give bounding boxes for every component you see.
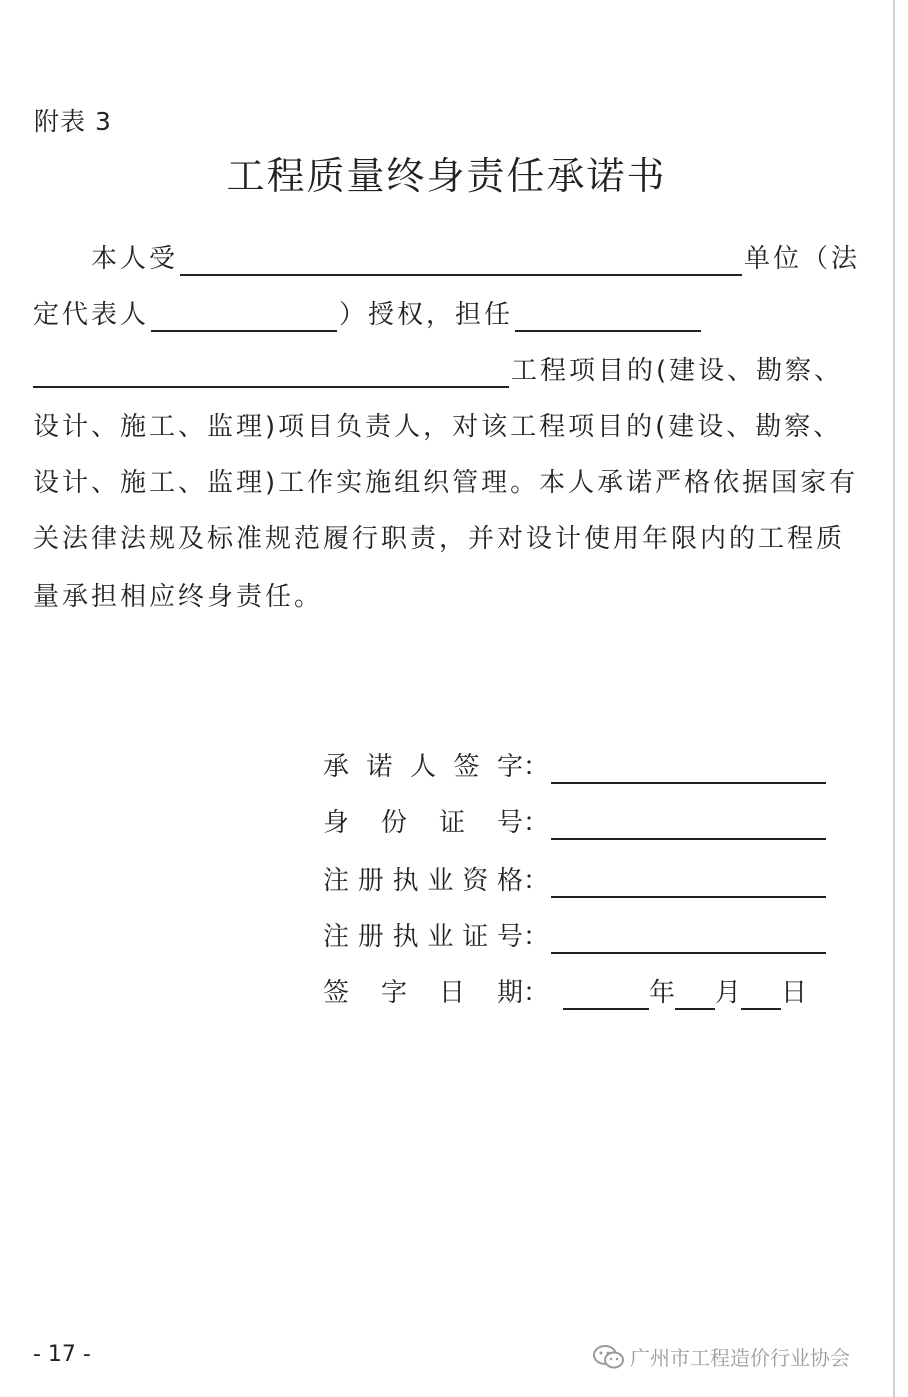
body-line-6 [33, 522, 845, 556]
body-line-3 [33, 354, 843, 388]
body-text: ）授权，担任 [339, 300, 514, 330]
date-row [323, 976, 807, 1010]
document-title: 工程质量终身责任承诺书 [226, 154, 667, 198]
qualification-row [323, 864, 826, 898]
day-blank[interactable] [741, 980, 781, 1010]
year-label: 年 [649, 978, 676, 1008]
colon: ： [523, 978, 550, 1008]
body-line-5 [33, 466, 858, 500]
colon: ： [523, 752, 550, 782]
body-text: 工程项目的(建设、勘察、 [511, 356, 844, 386]
body-text: 设计、施工、监理)工作实施组织管理。本人承诺严格依据国家有 [33, 468, 859, 498]
id-row [323, 806, 826, 840]
unit-blank[interactable] [180, 248, 742, 276]
month-label: 月 [715, 978, 742, 1008]
legal-rep-blank[interactable] [151, 304, 337, 332]
body-line-2 [33, 298, 703, 332]
page-number: - 17 - [33, 1342, 91, 1367]
date-label: 签字日期 [323, 978, 523, 1008]
id-label: 身份证号 [323, 808, 523, 838]
colon: ： [523, 866, 550, 896]
body-text: 设计、施工、监理)项目负责人，对该工程项目的(建设、勘察、 [33, 412, 843, 442]
cert-blank[interactable] [551, 924, 826, 954]
cert-label: 注册执业证号 [323, 922, 523, 952]
colon: ： [523, 922, 550, 952]
cert-row [323, 920, 826, 954]
body-line-7 [33, 580, 323, 614]
day-label: 日 [781, 978, 808, 1008]
body-line-4 [33, 410, 842, 444]
position-blank[interactable] [515, 304, 701, 332]
body-text: 单位（法 [744, 244, 861, 274]
wechat-icon [592, 1344, 626, 1370]
signer-blank[interactable] [551, 754, 826, 784]
project-name-blank[interactable] [33, 360, 509, 388]
month-blank[interactable] [675, 980, 715, 1010]
qualification-blank[interactable] [551, 868, 826, 898]
watermark-text: 广州市工程造价行业协会 [630, 1346, 850, 1370]
body-line-1 [91, 242, 860, 276]
signer-label: 承诺人签字 [323, 752, 523, 782]
body-text: 关法律法规及标准规范履行职责，并对设计使用年限内的工程质 [33, 524, 846, 554]
body-text: 定代表人 [33, 300, 150, 330]
body-text: 量承担相应终身责任。 [33, 582, 324, 612]
page-border [893, 0, 895, 1397]
signer-row [323, 750, 826, 784]
watermark [592, 1342, 850, 1371]
body-text: 本人受 [91, 244, 179, 274]
date-fields [563, 976, 807, 1010]
year-blank[interactable] [563, 980, 649, 1010]
colon: ： [523, 808, 550, 838]
qualification-label: 注册执业资格 [323, 866, 523, 896]
annex-label: 附表 3 [34, 107, 112, 136]
id-blank[interactable] [551, 810, 826, 840]
